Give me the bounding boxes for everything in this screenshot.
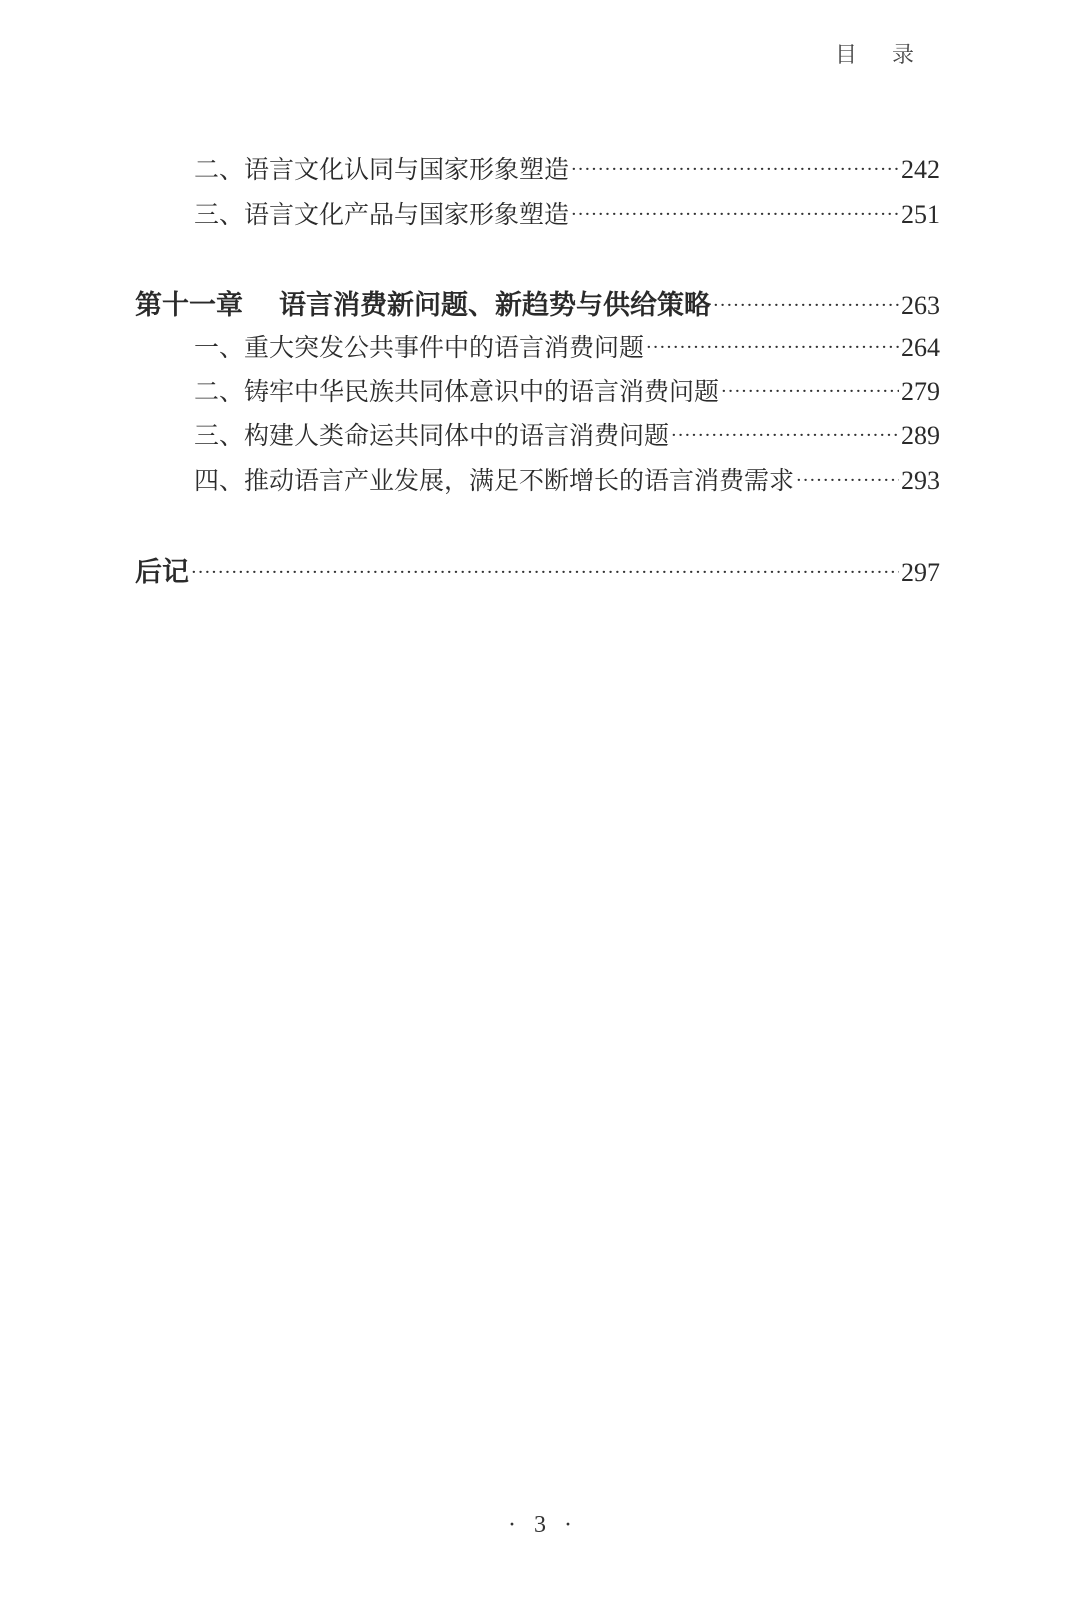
toc-entry-section[interactable] bbox=[194, 416, 940, 456]
toc-page-number: 264 bbox=[901, 333, 940, 362]
toc-entry-section[interactable] bbox=[194, 461, 940, 501]
toc-entry-title: 二、语言文化认同与国家形象塑造 bbox=[194, 155, 570, 184]
toc-entry-section[interactable] bbox=[194, 195, 940, 235]
toc-page-number: 293 bbox=[901, 466, 940, 495]
page-footer bbox=[0, 1512, 1080, 1539]
toc-entry-postscript[interactable] bbox=[135, 550, 940, 590]
toc-entry-title: 后记 bbox=[135, 557, 189, 588]
toc-page-number: 251 bbox=[901, 200, 940, 229]
folio-separator: · bbox=[564, 1512, 572, 1538]
toc-entry-title: 二、铸牢中华民族共同体意识中的语言消费问题 bbox=[194, 377, 720, 406]
toc-page-number: 242 bbox=[901, 155, 940, 184]
toc-dot-leader bbox=[191, 562, 899, 583]
toc-entry-section[interactable] bbox=[194, 328, 940, 368]
toc-dot-leader bbox=[671, 425, 899, 446]
toc-entry-title: 一、重大突发公共事件中的语言消费问题 bbox=[194, 333, 645, 362]
toc-entry-section[interactable] bbox=[194, 150, 940, 190]
toc-page-number: 279 bbox=[901, 377, 940, 406]
toc-dot-leader bbox=[646, 337, 899, 358]
toc-entry-section[interactable] bbox=[194, 372, 940, 412]
toc-dot-leader bbox=[796, 470, 899, 491]
toc-entry-chapter[interactable] bbox=[135, 283, 940, 323]
running-head: 目 录 bbox=[835, 43, 928, 68]
toc-dot-leader bbox=[721, 381, 899, 402]
chapter-label: 第十一章 bbox=[135, 290, 243, 321]
toc-dot-leader bbox=[571, 204, 899, 225]
folio-separator: · bbox=[508, 1512, 516, 1538]
page-number: 3 bbox=[534, 1512, 546, 1538]
toc-page-number: 297 bbox=[901, 558, 940, 587]
toc-dot-leader bbox=[571, 159, 899, 180]
toc-entry-title: 四、推动语言产业发展，满足不断增长的语言消费需求 bbox=[194, 466, 795, 495]
toc-page-number: 289 bbox=[901, 421, 940, 450]
toc-entry-title: 三、语言文化产品与国家形象塑造 bbox=[194, 200, 570, 229]
toc-dot-leader bbox=[713, 295, 899, 316]
toc-page-number: 263 bbox=[901, 291, 940, 320]
toc-entry-title: 语言消费新问题、新趋势与供给策略 bbox=[279, 290, 711, 321]
toc-entry-title: 三、构建人类命运共同体中的语言消费问题 bbox=[194, 421, 670, 450]
